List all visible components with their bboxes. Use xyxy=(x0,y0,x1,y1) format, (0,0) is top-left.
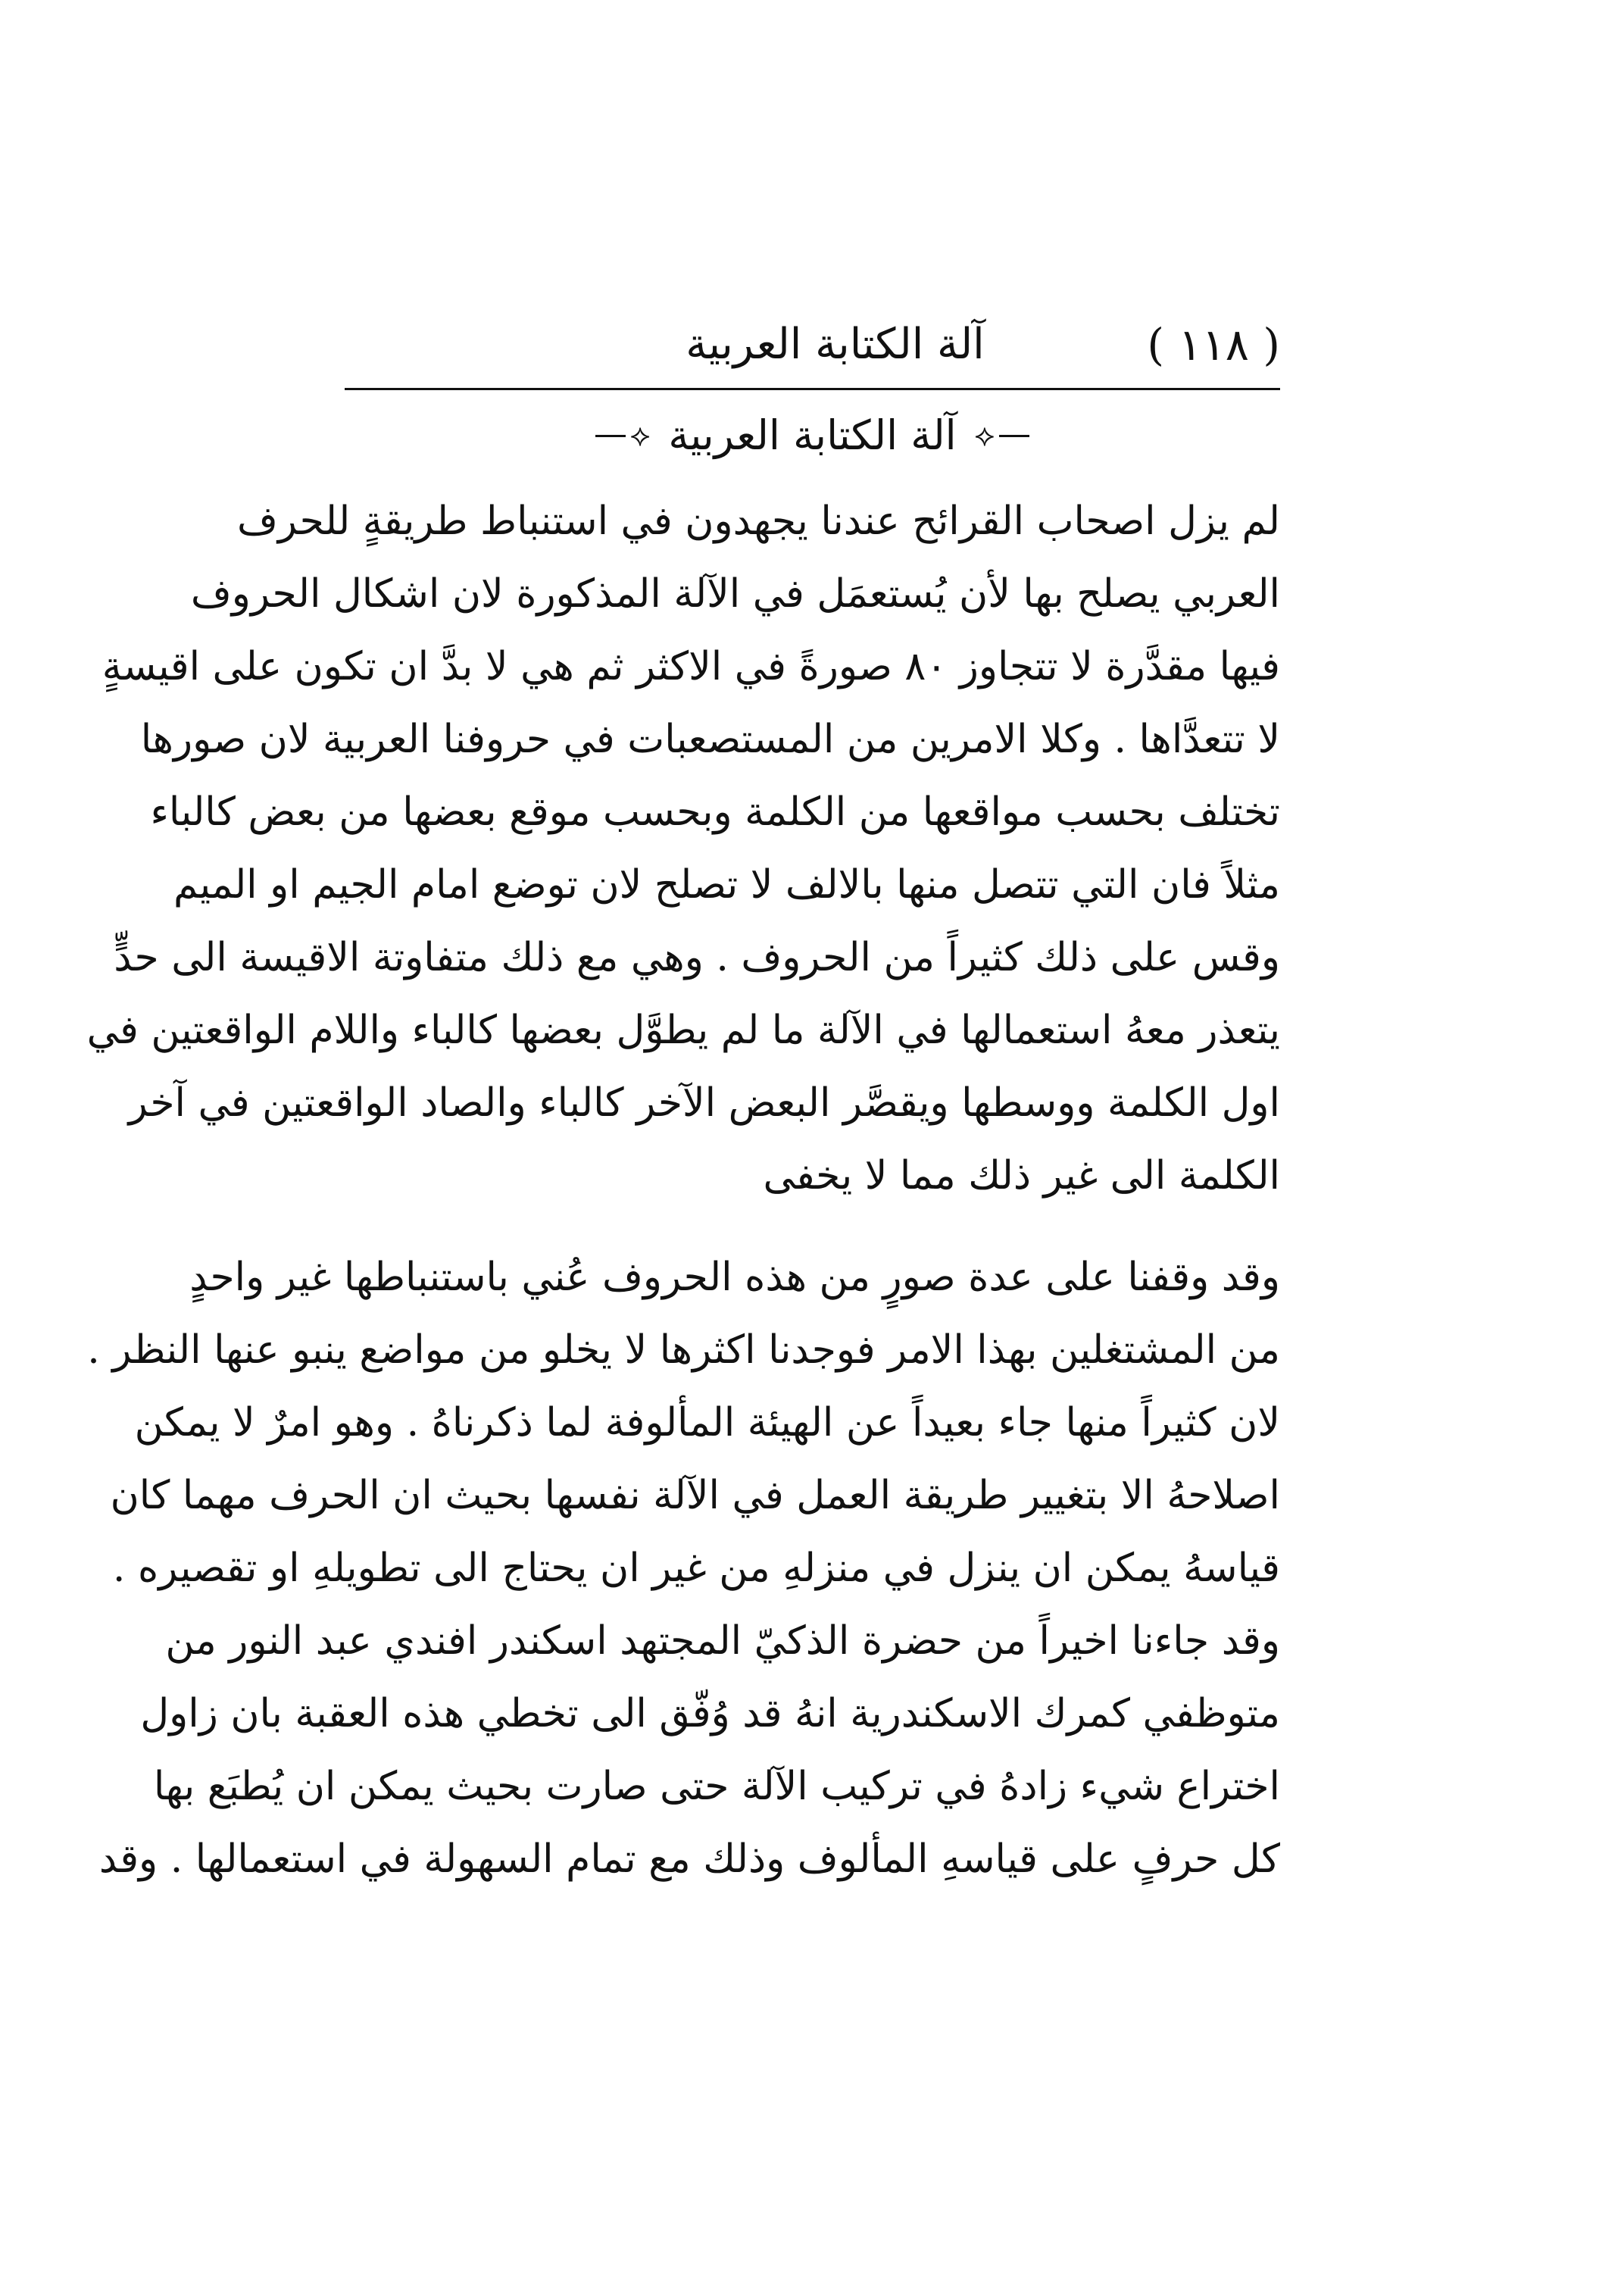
section-heading xyxy=(345,402,1280,470)
ornament-right-icon: ⟡ xyxy=(975,420,1034,451)
text-line: وقد وقفنا على عدة صورٍ من هذه الحروف عُني باستنباطها غير واحدٍ xyxy=(189,1255,1280,1300)
text-line: الكلمة الى غير ذلك مما لا يخفى xyxy=(763,1153,1280,1199)
text-line: اختراع شيء زادهُ في تركيب الآلة حتى صارت بحيث يمكن ان يُطبَع بها xyxy=(153,1764,1280,1809)
text-line: لان كثيراً منها جاء بعيداً عن الهيئة المألوفة لما ذكرناهُ . وهو امرٌ لا يمكن xyxy=(134,1400,1280,1446)
text-line: اول الكلمة ووسطها ويقصَّر البعض الآخر كالباء والصاد الواقعتين في آخر xyxy=(128,1080,1280,1126)
text-line: يتعذر معهُ استعمالها في الآلة ما لم يطوَّل بعضها كالباء واللام الواقعتين في xyxy=(86,1008,1280,1053)
body-text xyxy=(86,485,1280,1896)
text-line: العربي يصلح بها لأن يُستعمَل في الآلة المذكورة لان اشكال الحروف xyxy=(190,571,1280,617)
paragraph-2 xyxy=(87,1241,1280,1896)
text-line: وقد جاءنا اخيراً من حضرة الذكيّ المجتهد اسكندر افندي عبد النور من xyxy=(165,1618,1280,1664)
text-line: متوظفي كمرك الاسكندرية انهُ قد وُفّق الى تخطي هذه العقبة بان زاول xyxy=(140,1691,1280,1736)
paragraph-gap xyxy=(345,1212,1280,1241)
text-line: كل حرفٍ على قياسهِ المألوف وذلك مع تمام السهولة في استعمالها . وقد xyxy=(98,1836,1280,1882)
text-line: لم يزل اصحاب القرائح عندنا يجهدون في استنباط طريقةٍ للحرف xyxy=(236,499,1280,544)
text-line: اصلاحهُ الا بتغيير طريقة العمل في الآلة نفسها بحيث ان الحرف مهما كان xyxy=(110,1473,1280,1518)
running-title: آلة الكتابة العربية xyxy=(686,320,985,369)
paragraph-1 xyxy=(86,485,1280,1212)
text-line: لا تتعدَّاها . وكلا الامرين من المستصعبات في حروفنا العربية لان صورها xyxy=(140,717,1280,762)
page-number: ( ١١٨ ) xyxy=(1147,319,1280,370)
text-line: تختلف بحسب مواقعها من الكلمة وبحسب موقع بعضها من بعض كالباء xyxy=(150,789,1280,835)
section-title: آلة الكتابة العربية xyxy=(668,411,957,459)
text-line: فيها مقدَّرة لا تتجاوز ٨٠ صورةً في الاكثر ثم هي لا بدَّ ان تكون على اقيسةٍ xyxy=(102,644,1280,689)
text-line: مثلاً فان التي تتصل منها بالالف لا تصلح لان توضع امام الجيم او الميم xyxy=(173,862,1280,908)
running-head xyxy=(345,311,1280,379)
text-line: قياسهُ يمكن ان ينزل في منزلهِ من غير ان يحتاج الى تطويلهِ او تقصيره . xyxy=(112,1546,1280,1591)
text-line: من المشتغلين بهذا الامر فوجدنا اكثرها لا يخلو من مواضع ينبو عنها النظر . xyxy=(87,1327,1280,1373)
text-line: وقس على ذلك كثيراً من الحروف . وهي مع ذلك متفاوتة الاقيسة الى حدٍّ xyxy=(114,935,1280,980)
ornament-left-icon: ⟡ xyxy=(591,420,650,451)
header-rule xyxy=(345,388,1280,390)
